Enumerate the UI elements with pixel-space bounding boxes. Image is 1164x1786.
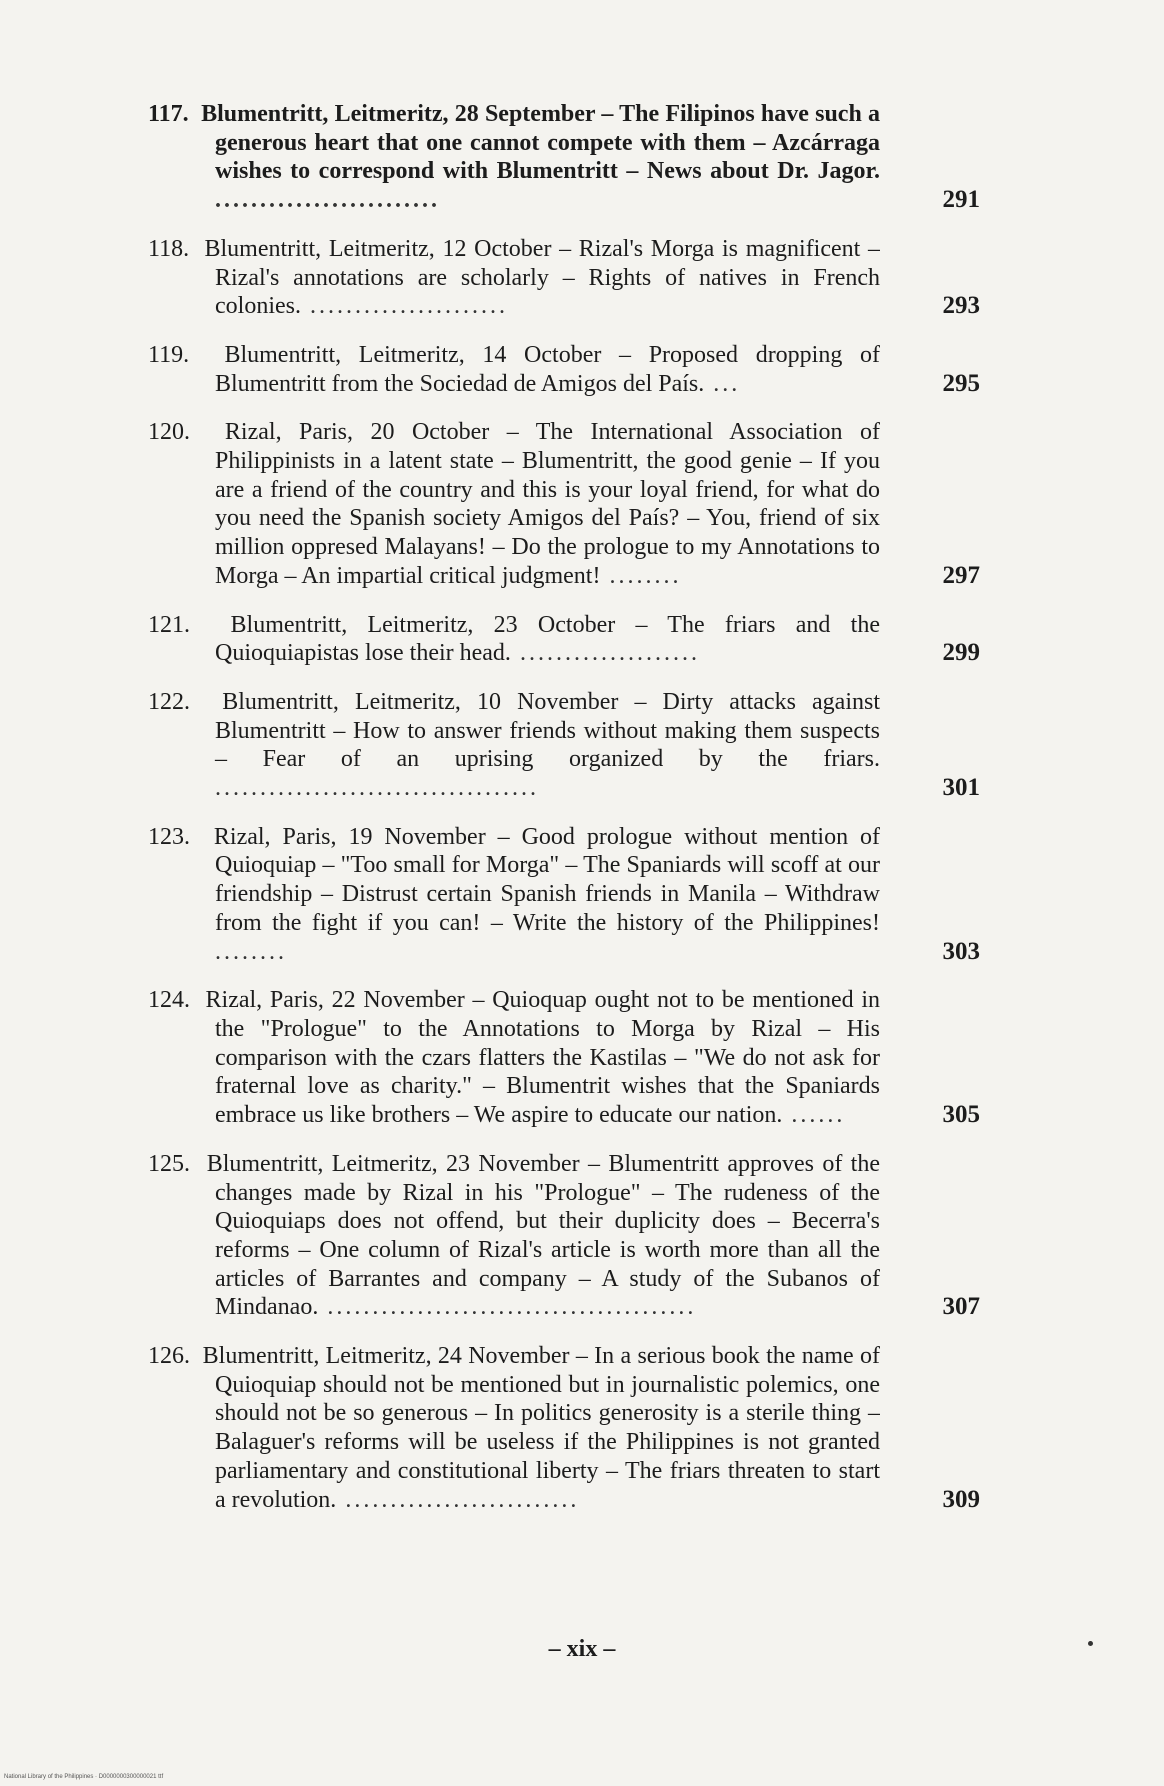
entry-text xyxy=(120,986,880,1130)
toc-entry xyxy=(120,611,980,668)
entry-page-number: 301 xyxy=(942,774,980,802)
entry-page-number: 309 xyxy=(942,1485,980,1513)
entry-number: 118. xyxy=(148,235,190,262)
leader-dots: ......................................... xyxy=(318,1294,697,1321)
entry-body xyxy=(120,418,880,590)
table-of-contents xyxy=(120,100,980,1534)
entry-description: Blumentritt, Leitmeritz, 24 November – In a serious book the name of Quioquiap should not be mentioned but in journalistic polemics, one should not be so generous – In politics generosity is a sterile thing – Balaguer's reforms will be useless if the Philippines is not granted parliamentary and constitutional liberty – The friars threaten to start a revolution. xyxy=(202,1343,880,1513)
entry-number: 125. xyxy=(148,1150,190,1177)
toc-entry xyxy=(120,100,980,215)
leader-dots: ........ xyxy=(215,938,287,965)
entry-body xyxy=(120,611,880,668)
leader-dots: ... xyxy=(704,370,741,397)
entry-page-number: 305 xyxy=(942,1101,980,1129)
entry-description: Blumentritt, Leitmeritz, 23 October – The friars and the Quioquiapistas lose their head. xyxy=(215,611,880,667)
toc-entry xyxy=(120,688,980,803)
entry-body xyxy=(120,986,880,1130)
entry-text xyxy=(120,100,880,215)
scan-speck xyxy=(1088,1641,1093,1646)
entry-number: 121. xyxy=(148,611,190,638)
toc-entry xyxy=(120,418,980,590)
entry-page-number: 299 xyxy=(942,639,980,667)
entry-body xyxy=(120,235,880,321)
entry-number: 124. xyxy=(148,987,190,1014)
toc-entry xyxy=(120,235,980,321)
toc-entry xyxy=(120,1342,980,1514)
entry-text xyxy=(120,235,880,321)
entry-page-number: 303 xyxy=(942,937,980,965)
entry-description: Blumentritt, Leitmeritz, 14 October – Proposed dropping of Blumentritt from the Sociedad de Amigos del País. xyxy=(215,341,880,397)
leader-dots: .................... xyxy=(510,640,700,667)
entry-page-number: 293 xyxy=(942,292,980,320)
entry-body xyxy=(120,823,880,967)
scan-footer: National Library of the Philippines · D0000000300000021 ttf xyxy=(4,1774,164,1780)
leader-dots: ...................... xyxy=(300,293,508,320)
toc-entry xyxy=(120,341,980,398)
entry-body xyxy=(120,100,880,215)
entry-text xyxy=(120,823,880,967)
entry-number: 119. xyxy=(148,341,190,368)
entry-number: 117. xyxy=(148,101,189,127)
toc-entry xyxy=(120,823,980,967)
toc-entry xyxy=(120,1150,980,1322)
entry-description: Blumentritt, Leitmeritz, 10 November – Dirty attacks against Blumentritt – How to answer friends without making them suspects – Fear of an uprising organized by the friars. xyxy=(215,688,880,773)
entry-text xyxy=(120,611,880,668)
entry-page-number: 295 xyxy=(942,369,980,397)
entry-text xyxy=(120,1150,880,1322)
entry-number: 123. xyxy=(148,823,190,850)
leader-dots: .......................... xyxy=(336,1486,580,1513)
entry-page-number: 297 xyxy=(942,561,980,589)
entry-description: Rizal, Paris, 19 November – Good prologue without mention of Quioquiap – "Too small for Morga" – The Spaniards will scoff at our friendship – Distrust certain Spanish friends in Manila – Withdraw from the fight if you can! – Write the history of the Philippines! xyxy=(213,823,880,936)
entry-text xyxy=(120,688,880,803)
entry-text xyxy=(120,1342,880,1514)
entry-description: Blumentritt, Leitmeritz, 23 November – Blumentritt approves of the changes made by Rizal in his "Prologue" – The rudeness of the Quioquiaps does not offend, but their duplicity does – Becerra's reforms – One column of Rizal's article is worth more than all the articles of Barrantes and company – A study of the Subanos of Mindanao. xyxy=(206,1150,880,1321)
entry-text xyxy=(120,341,880,398)
entry-number: 120. xyxy=(148,419,190,446)
entry-body xyxy=(120,341,880,398)
toc-entry xyxy=(120,986,980,1130)
entry-description: Blumentritt, Leitmeritz, 28 September – The Filipinos have such a generous heart that one cannot compete with them – Azcárraga wishes to correspond with Blumentritt – News about Dr. Jagor. xyxy=(201,101,880,185)
entry-page-number: 291 xyxy=(942,186,980,214)
entry-body xyxy=(120,688,880,803)
leader-dots: ........ xyxy=(600,562,682,589)
entry-body xyxy=(120,1150,880,1322)
entry-number: 122. xyxy=(148,688,190,715)
entry-description: Rizal, Paris, 22 November – Quioquap ought not to be mentioned in the "Prologue" to the Annotations to Morga by Rizal – His comparison with the czars flatters the Kastilas – "We do not ask for fraternal love as charity." – Blumentrit wishes that the Spaniards embrace us like brothers – We aspire to educate our nation. xyxy=(205,987,880,1129)
entry-page-number: 307 xyxy=(942,1293,980,1321)
entry-text xyxy=(120,418,880,590)
leader-dots: .................................... xyxy=(215,775,539,802)
entry-description: Rizal, Paris, 20 October – The International Association of Philippinists in a latent state – Blumentritt, the good genie – If you are a friend of the country and this is your loyal friend, for what do you need the Spanish society Amigos del País? – You, friend of six million oppresed Malayans! – Do the prologue to my Annotations to Morga – An impartial critical judgment! xyxy=(215,419,880,589)
page-folio: – xix – xyxy=(548,1636,616,1662)
leader-dots: ...... xyxy=(782,1102,846,1129)
entry-description: Blumentritt, Leitmeritz, 12 October – Rizal's Morga is magnificent – Rizal's annotations are scholarly – Rights of natives in French colonies. xyxy=(204,235,880,320)
entry-body xyxy=(120,1342,880,1514)
leader-dots: ......................... xyxy=(215,187,440,214)
entry-number: 126. xyxy=(148,1343,190,1370)
